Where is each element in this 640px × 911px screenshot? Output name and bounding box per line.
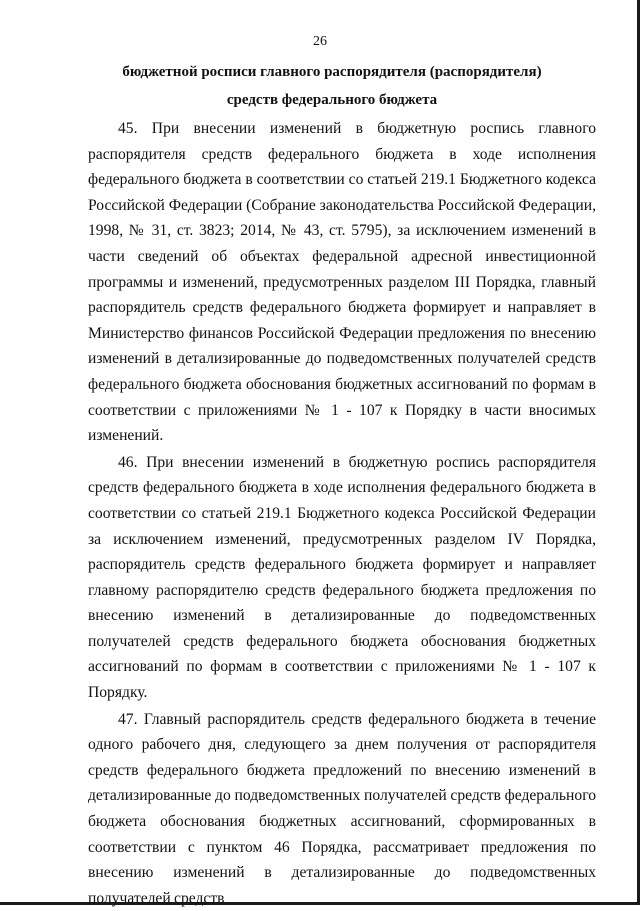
page-number: 26 [313,34,327,49]
section-heading-line-1: бюджетной росписи главного распорядителя (распорядителя) [122,64,542,80]
paragraph-46: 46. При внесении изменений в бюджетную роспись распорядителя средств федерального бюджета в ходе исполнения федерального бюджета в соответствии со статьей 219.1 Бюджетного кодекса Российской Федерации за исключением изменений, предусмотренных разделом IV Порядка, распорядитель средств федерального бюджета формирует и направляет главному распорядителю средств федерального бюджета предложения по внесению изменений в детализированные до подведомственных получателей средств федерального бюджета обоснования бюджетных ассигнований по формам в соответствии с приложениями № 1 - 107 к Порядку. [88,453,596,702]
paragraph-45: 45. При внесении изменений в бюджетную роспись главного распорядителя средств федерального бюджета в ходе исполнения федерального бюджета в соответствии со статьей 219.1 Бюджетного кодекса Российской Федерации (Собрание законодательства Российской Федерации, 1998, № 31, ст. 3823; 2014, № 43, ст. 5795), за исключением изменений в части сведений об объектах федеральной адресной инвестиционной программы и изменений, предусмотренных разделом III Порядка, главный распорядитель средств федерального бюджета формирует и направляет в Министерство финансов Российской Федерации предложения по внесению изменений в детализированные до подведомственных получателей средств федерального бюджета обоснования бюджетных ассигнований по формам в соответствии с приложениями № 1 - 107 к Порядку в части вносимых изменений. [88,120,596,445]
document-body [88,116,596,911]
section-heading-line-2: средств федерального бюджета [226,92,438,108]
paragraph-47: 47. Главный распорядитель средств федерального бюджета в течение одного рабочего дня, следующего за днем получения от распорядителя средств федерального бюджета предложений по внесению изменений в детализированные до подведомственных получателей средств федерального бюджета обоснования бюджетных ассигнований, сформированных в соответствии с пунктом 46 Порядка, рассматривает предложения по внесению изменений в детализированные до подведомственных получателей средств [88,710,596,907]
